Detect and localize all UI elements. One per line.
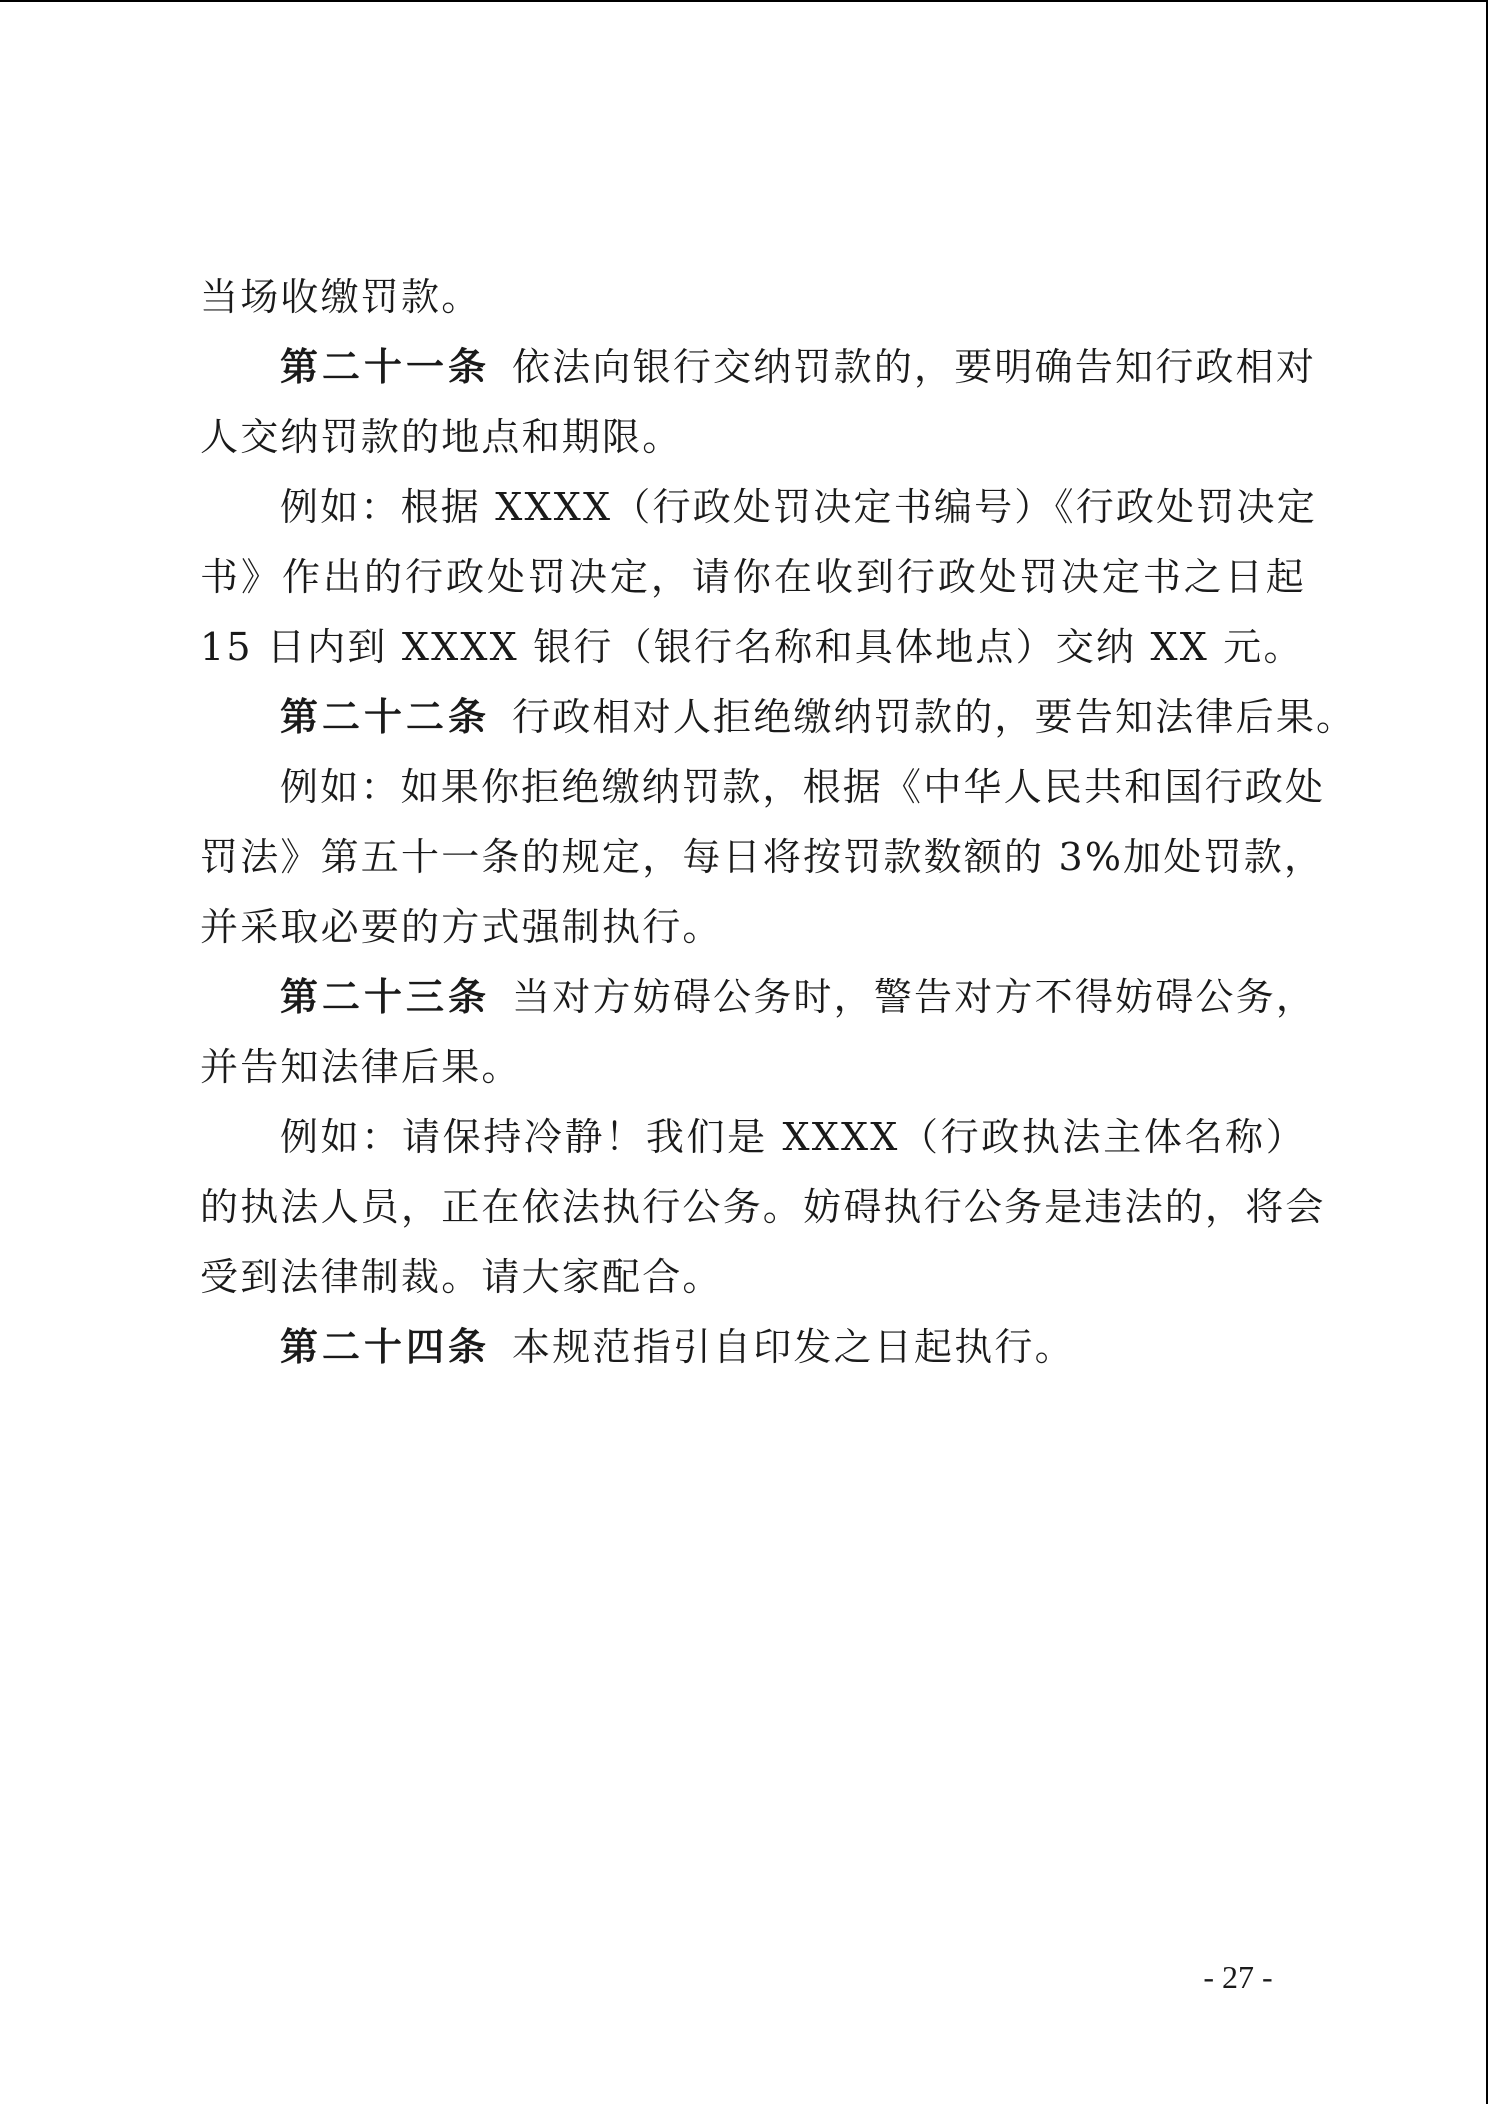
text-line [200,822,1325,892]
article-text: 本规范指引自印发之日起执行。 [512,1325,1075,1369]
line-text: 人交纳罚款的地点和期限。 [200,415,683,459]
article-text: 行政相对人拒绝缴纳罚款的，要告知法律后果。 [512,695,1357,739]
article-number: 第二十一条 [280,344,491,389]
line-text: 罚法》第五十一条的规定，每日将按罚款数额的 3%加处罚款， [200,835,1325,879]
line-text: 受到法律制裁。请大家配合。 [200,1255,723,1299]
article-line [280,682,1357,752]
article-number: 第二十二条 [280,694,491,739]
line-text: 当场收缴罚款。 [200,275,482,319]
text-line [200,1032,1306,1102]
line-text: 并采取必要的方式强制执行。 [200,905,723,949]
line-text: 例如：如果你拒绝缴纳罚款，根据《中华人民共和国行政处 [280,765,1326,809]
text-line [200,612,1306,682]
text-line [200,402,1306,472]
line-text: 的执法人员，正在依法执行公务。妨碍执行公务是违法的，将会 [200,1185,1326,1229]
article-line [280,962,1317,1032]
article-line [280,332,1317,402]
line-text: 例如：请保持冷静！我们是 XXXX（行政执法主体名称） [280,1115,1306,1159]
example-line [280,472,1317,542]
text-line [200,1172,1326,1242]
text-line [200,892,1306,962]
page-number: - 27 - [1203,1959,1273,1995]
line-text: 并告知法律后果。 [200,1045,522,1089]
article-number: 第二十三条 [280,974,491,1019]
article-text: 依法向银行交纳罚款的，要明确告知行政相对 [512,345,1317,389]
text-line [200,1242,1306,1312]
article-line [280,1312,1306,1382]
text-line [200,542,1306,612]
article-text: 当对方妨碍公务时，警告对方不得妨碍公务， [512,975,1317,1019]
line-text: 15 日内到 XXXX 银行（银行名称和具体地点）交纳 XX 元。 [200,625,1304,669]
example-line [280,752,1326,822]
line-text: 书》作出的行政处罚决定，请你在收到行政处罚决定书之日起 [200,555,1306,599]
text-line [200,262,1306,332]
article-number: 第二十四条 [280,1324,491,1369]
line-text: 例如：根据 XXXX（行政处罚决定书编号）《行政处罚决定 [280,485,1317,529]
example-line [280,1102,1306,1172]
